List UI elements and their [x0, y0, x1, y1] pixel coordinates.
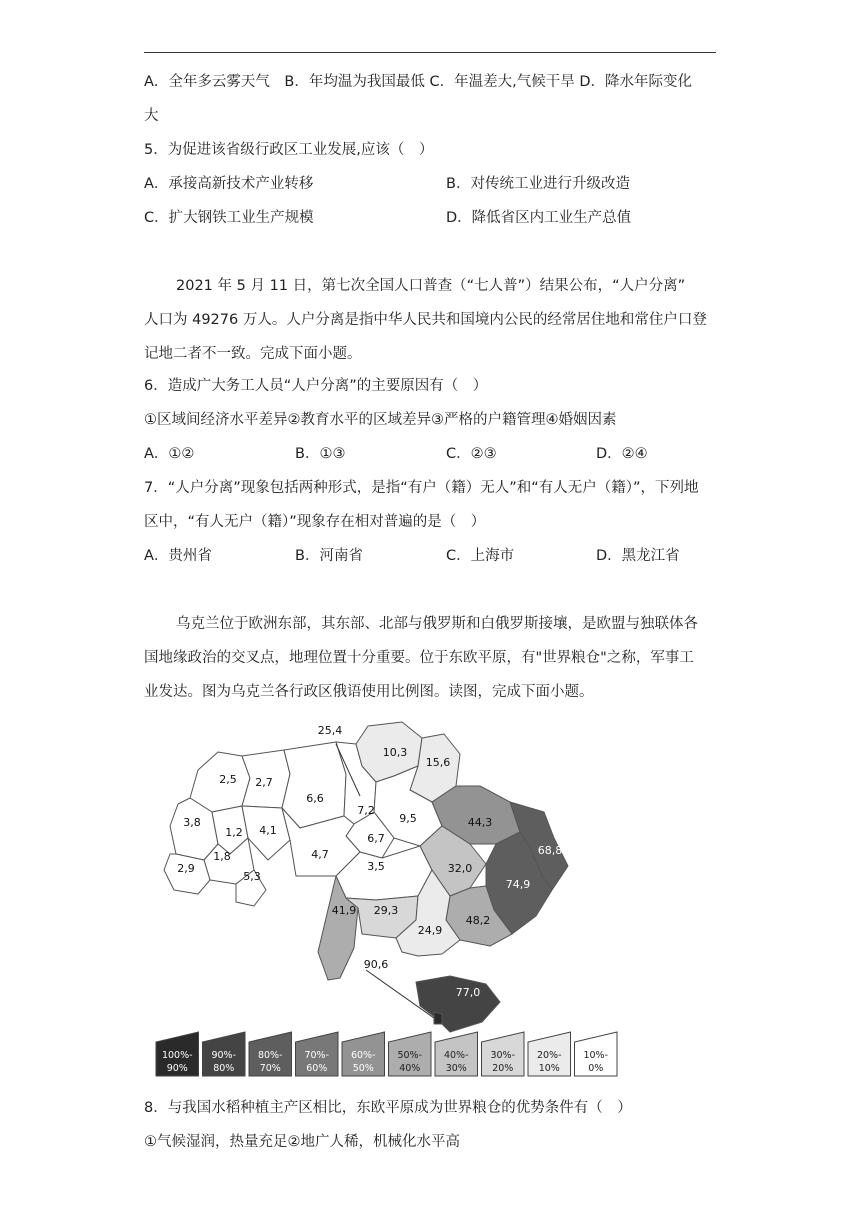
map-label-4-7: 4,7: [311, 848, 329, 861]
legend-label-bottom: 60%: [306, 1063, 328, 1074]
legend-label-top: 30%-: [490, 1050, 516, 1061]
q7-stem-line2: 区中，“有人无户（籍）”现象存在相对普遍的是（ ）: [144, 514, 486, 530]
q7-option-a: A．贵州省: [144, 548, 212, 564]
legend-label-top: 10%-: [583, 1050, 609, 1061]
map-label-68-8: 68,8: [537, 844, 563, 857]
legend-label-bottom: 80%: [213, 1063, 235, 1074]
q5-option-d: D．降低省区内工业生产总值: [446, 210, 632, 226]
map-label-9-5: 9,5: [399, 812, 417, 825]
q5-stem: 5．为促进该省级行政区工业发展,应该（ ）: [144, 142, 434, 158]
passage-ukraine-line2: 国地缘政治的交叉点，地理位置十分重要。位于东欧平原，有"世界粮仓"之称，军事工: [144, 650, 694, 666]
q8-items: ①气候湿润，热量充足②地广人稀，机械化水平高: [144, 1134, 460, 1150]
map-label-7-2: 7,2: [357, 804, 375, 817]
legend-label-top: 70%-: [304, 1050, 330, 1061]
legend-label-top: 80%-: [257, 1050, 283, 1061]
map-label-2-7: 2,7: [255, 776, 273, 789]
q7-option-d: D．黑龙江省: [596, 548, 680, 564]
legend-label-bottom: 10%: [538, 1063, 560, 1074]
legend-label-top: 100%-: [161, 1050, 193, 1061]
legend-label-bottom: 70%: [259, 1063, 281, 1074]
q4-options-line: A．全年多云雾天气 B．年均温为我国最低 C．年温差大,气候干旱 D．降水年际变化: [144, 74, 692, 90]
passage-census-line3: 记地二者不一致。完成下面小题。: [144, 346, 362, 362]
passage-census-line2: 人口为 49276 万人。人户分离是指中华人民共和国境内公民的经常居住地和常住户口登: [144, 312, 707, 328]
q6-option-c: C．②③: [446, 446, 497, 462]
ukraine-russian-language-map: [150, 720, 630, 1080]
q6-option-b: B．①③: [295, 446, 346, 462]
map-legend: [156, 1032, 617, 1076]
map-label-6-7: 6,7: [367, 832, 385, 845]
map-label-77-0: 77,0: [455, 986, 481, 999]
map-label-48-2: 48,2: [465, 914, 491, 927]
legend-label-top: 40%-: [443, 1050, 469, 1061]
map-label-44-3: 44,3: [467, 816, 493, 829]
map-label-10-3: 10,3: [382, 746, 408, 759]
q6-items: ①区域间经济水平差异②教育水平的区域差异③严格的户籍管理④婚姻因素: [144, 412, 617, 428]
map-label-4-1: 4,1: [259, 824, 277, 837]
q5-option-a: A．承接高新技术产业转移: [144, 176, 314, 192]
map-label-3-8: 3,8: [183, 816, 201, 829]
map-label-6-6: 6,6: [306, 792, 324, 805]
map-label-90-6: 90,6: [363, 958, 389, 971]
header-rule: [144, 52, 716, 53]
map-label-2-9: 2,9: [177, 862, 195, 875]
q4-options-line-wrap: 大: [144, 108, 159, 124]
legend-label-bottom: 50%: [352, 1063, 374, 1074]
map-label-2-5: 2,5: [219, 773, 237, 786]
region-77-0: [416, 976, 500, 1032]
map-label-29-3: 29,3: [373, 904, 399, 917]
legend-label-top: 20%-: [536, 1050, 562, 1061]
passage-ukraine-line3: 业发达。图为乌克兰各行政区俄语使用比例图。读图，完成下面小题。: [144, 684, 594, 700]
passage-ukraine-line1: 乌克兰位于欧洲东部，其东部、北部与俄罗斯和白俄罗斯接壤，是欧盟与独联体各: [176, 616, 698, 632]
legend-label-bottom: 40%: [399, 1063, 421, 1074]
q5-option-c: C．扩大钢铁工业生产规模: [144, 210, 314, 226]
map-label-25-4: 25,4: [317, 724, 343, 737]
legend-label-top: 50%-: [397, 1050, 423, 1061]
q6-option-d: D．②④: [596, 446, 648, 462]
map-label-24-9: 24,9: [417, 924, 443, 937]
map-label-1-8: 1,8: [213, 850, 231, 863]
q6-stem: 6．造成广大务工人员“人户分离”的主要原因有（ ）: [144, 378, 488, 394]
map-label-5-3: 5,3: [243, 870, 261, 883]
passage-census-line1: 2021 年 5 月 11 日，第七次全国人口普查（“七人普”）结果公布，“人户分离”: [176, 278, 686, 294]
region-6-6: [282, 742, 346, 828]
q7-option-b: B．河南省: [295, 548, 363, 564]
q8-stem: 8．与我国水稻种植主产区相比，东欧平原成为世界粮仓的优势条件有（ ）: [144, 1100, 632, 1116]
legend-label-top: 90%-: [211, 1050, 237, 1061]
map-label-32-0: 32,0: [447, 862, 473, 875]
map-label-74-9: 74,9: [505, 878, 531, 891]
legend-label-bottom: 20%: [492, 1063, 514, 1074]
legend-label-bottom: 90%: [166, 1063, 188, 1074]
legend-label-bottom: 0%: [588, 1063, 604, 1074]
q6-option-a: A．①②: [144, 446, 195, 462]
legend-label-top: 60%-: [350, 1050, 376, 1061]
q7-option-c: C．上海市: [446, 548, 515, 564]
map-label-3-5: 3,5: [367, 860, 385, 873]
q7-stem-line1: 7．“人户分离”现象包括两种形式，是指“有户（籍）无人”和“有人无户（籍）”，下列地: [144, 480, 699, 496]
legend-label-bottom: 30%: [445, 1063, 467, 1074]
map-label-1-2: 1,2: [225, 826, 243, 839]
map-label-15-6: 15,6: [425, 756, 451, 769]
region-90-6: [434, 1012, 442, 1024]
map-label-41-9: 41,9: [331, 904, 357, 917]
q5-option-b: B．对传统工业进行升级改造: [446, 176, 630, 192]
